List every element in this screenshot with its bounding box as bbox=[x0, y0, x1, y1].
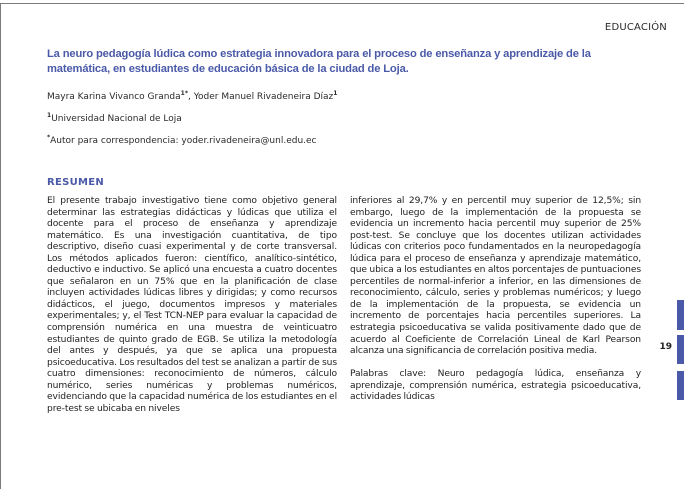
abstract-left-column bbox=[47, 196, 337, 415]
side-tab-bar bbox=[677, 371, 684, 400]
abstract-right-column bbox=[350, 196, 641, 404]
affiliation-line bbox=[47, 112, 182, 124]
side-tab-bar bbox=[677, 300, 684, 330]
abstract-paragraph-right: inferiores al 29,7% y en percentil muy superior de 12,5%; sin embargo, luego de la implementación de la propuesta se evidencia un incremento hacia percentil muy superior de 25% post-test. Se concluye que los docentes utilizan actividades lúdicas con criterios poco fundamentados en la neuropedagogía lúdica para el proceso de enseñanza y aprendizaje matemático, que ubica a los estudiantes en altos porcentajes de puntuaciones percentiles de normal-inferior a inferior, en las dimensiones de reconocimiento, cálculo, series y problemas numéricos; y luego de la implementación de la propuesta, se evidencia un incremento de porcentajes hacia percentiles superiores. La estrategia psicoeducativa se valida positivamente dado que de acuerdo al Coeficiente de Correlación Lineal de Karl Pearson alcanza una significancia de correlación positiva media. bbox=[350, 196, 641, 357]
page-frame-left-border bbox=[0, 3, 1, 489]
correspondence-line bbox=[47, 134, 317, 146]
affiliation-text: Universidad Nacional de Loja bbox=[51, 114, 182, 124]
authors-line bbox=[47, 90, 337, 102]
page-number: 19 bbox=[659, 342, 672, 352]
author-mark: 1* bbox=[180, 90, 188, 97]
keywords: Palabras clave: Neuro pedagogía lúdica, enseñanza y aprendizaje, comprensión numérica, estrategia psicoeducativa, actividades lúdicas bbox=[350, 369, 641, 403]
abstract-paragraph-left: El presente trabajo investigativo tiene como objetivo general determinar las estrategias didácticas y lúdicas que utiliza el docente para el proceso de enseñanza y aprendizaje matemático. Es una investigación cuantitativa, de tipo descriptivo, diseño cuasi experimental y de corte transversal. Los métodos aplicados fueron: científico, analítico-sintético, deductivo e inductivo. Se aplicó una encuesta a cuatro docentes que señalaron en un 75% que en la planificación de clase incluyen actividades lúdicas libres y dirigidas; y como recursos didácticos, el juego, documentos impresos y materiales experimentales; y, el Test TCN-NEP para evaluar la capacidad de comprensión numérica en una muestra de veinticuatro estudiantes de quinto grado de EGB. Se utiliza la metodología del antes y después, ya que se aplica una propuesta psicoeducativa. Los resultados del test se analizan a partir de sus cuatro dimensiones: reconocimiento de números, cálculo numérico, series numéricas y problemas numéricos, evidenciando que la capacidad numérica de los estudiantes en el pre-test se ubicaba en niveles bbox=[47, 196, 337, 414]
author-name: Yoder Manuel Rivadeneira Díaz bbox=[193, 92, 334, 102]
page-frame-top-border bbox=[0, 3, 684, 4]
side-tab-bar bbox=[677, 335, 684, 364]
correspondence-text: Autor para correspondencia: yoder.rivadeneira@unl.edu.ec bbox=[50, 136, 317, 146]
author-name: Mayra Karina Vivanco Granda bbox=[47, 92, 181, 102]
author-separator: , bbox=[187, 92, 194, 102]
abstract-heading: RESUMEN bbox=[47, 177, 105, 188]
article-title: La neuro pedagogía lúdica como estrategia innovadora para el proceso de enseñanza y aprendizaje de la matemática, en estudiantes de educación básica de la ciudad de Loja. bbox=[47, 48, 591, 75]
affiliation-mark: 1 bbox=[47, 112, 52, 119]
author-mark: 1 bbox=[333, 90, 338, 97]
section-label: EDUCACIÓN bbox=[604, 22, 667, 33]
correspondence-mark: * bbox=[47, 134, 51, 141]
